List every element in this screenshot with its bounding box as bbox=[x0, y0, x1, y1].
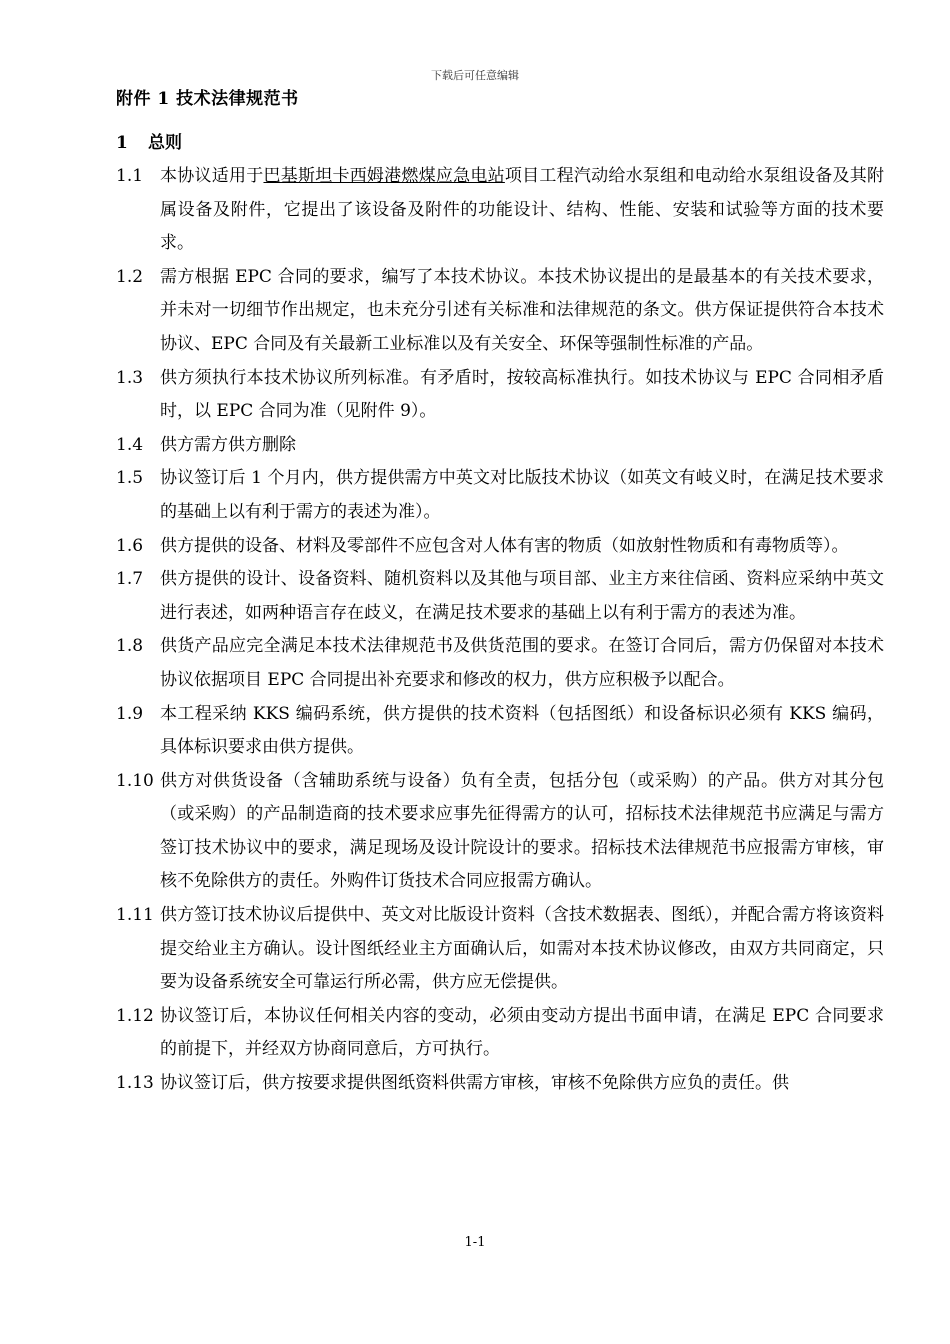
clause-text: 供方提供的设备、材料及零部件不应包含对人体有害的物质（如放射性物质和有毒物质等）。 bbox=[160, 535, 849, 556]
clause-1-5 bbox=[116, 462, 884, 529]
clause-1-13 bbox=[116, 1067, 884, 1101]
clause-1-12 bbox=[116, 1000, 884, 1067]
clause-number: 1.2 bbox=[116, 266, 144, 287]
clause-text: 供方对供货设备（含辅助系统与设备）负有全责，包括分包（或采购）的产品。供方对其分包（或采购）的产品制造商的技术要求应事先征得需方的认可，招标技术法律规范书应满足与需方签订技术协议中的要求，满足现场及设计院设计的要求。招标技术法律规范书应报需方审核，审核不免除供方的责任。外购件订货技术合同应报需方确认。 bbox=[160, 770, 884, 892]
clause-number: 1.6 bbox=[116, 535, 144, 556]
clause-text: 供方签订技术协议后提供中、英文对比版设计资料（含技术数据表、图纸），并配合需方将该资料提交给业主方确认。设计图纸经业主方面确认后，如需对本技术协议修改，由双方共同商定，只要为设备系统安全可靠运行所必需，供方应无偿提供。 bbox=[160, 905, 884, 993]
header-note: 下载后可任意编辑 bbox=[431, 69, 519, 82]
clause-1-8 bbox=[116, 630, 884, 697]
clause-1-4 bbox=[116, 429, 884, 463]
clause-text: 协议签订后，本协议任何相关内容的变动，必须由变动方提出书面申请，在满足 EPC 合同要求的前提下，并经双方协商同意后，方可执行。 bbox=[160, 1005, 884, 1060]
clause-text: 供方需方供方删除 bbox=[160, 434, 296, 455]
clause-number: 1.8 bbox=[116, 636, 144, 657]
clause-text: 协议签订后 1 个月内，供方提供需方中英文对比版技术协议（如英文有岐义时，在满足技术要求的基础上以有利于需方的表述为准）。 bbox=[160, 468, 884, 522]
clause-number: 1.10 bbox=[116, 770, 154, 791]
clause-number: 1.13 bbox=[116, 1073, 154, 1094]
clause-1-9 bbox=[116, 698, 884, 765]
clause-text-post: 项目工程汽动给水泵组和电动给水泵组设备及其附属设备及附件，它提出了该设备及附件的功能设计、结构、性能、安装和试验等方面的技术要求。 bbox=[160, 166, 885, 254]
section-title-text: 总则 bbox=[148, 133, 182, 153]
clause-number: 1.5 bbox=[116, 468, 144, 489]
page-number: 1-1 bbox=[464, 1235, 486, 1250]
clause-text: 本工程采纳 KKS 编码系统，供方提供的技术资料（包括图纸）和设备标识必须有 KKS 编码，具体标识要求由供方提供。 bbox=[160, 703, 884, 758]
clause-1-2 bbox=[116, 261, 884, 362]
clause-list bbox=[116, 160, 884, 1101]
clause-text: 供方须执行本技术协议所列标准。有矛盾时，按较高标准执行。如技术协议与 EPC 合同相矛盾时，以 EPC 合同为准（见附件 9）。 bbox=[160, 367, 884, 422]
clause-text-pre: 本协议适用于 bbox=[160, 166, 264, 186]
section-number: 1 bbox=[116, 133, 128, 153]
clause-text: 需方根据 EPC 合同的要求，编写了本技术协议。本技术协议提出的是最基本的有关技术要求，并未对一切细节作出规定，也未充分引述有关标准和法律规范的条文。供方保证提供符合本技术协议、EPC 合同及有关最新工业标准以及有关安全、环保等强制性标准的产品。 bbox=[160, 266, 884, 354]
clause-1-10 bbox=[116, 765, 884, 899]
project-name: 巴基斯坦卡西姆港燃煤应急电站 bbox=[263, 166, 505, 186]
clause-1-3 bbox=[116, 362, 884, 429]
clause-text: 供货产品应完全满足本技术法律规范书及供货范围的要求。在签订合同后，需方仍保留对本技术协议依据项目 EPC 合同提出补充要求和修改的权力，供方应积极予以配合。 bbox=[160, 636, 884, 690]
clause-text: 协议签订后，供方按要求提供图纸资料供需方审核，审核不免除供方应负的责任。供 bbox=[160, 1073, 789, 1094]
clause-text: 供方提供的设计、设备资料、随机资料以及其他与项目部、业主方来往信函、资料应采纳中英文进行表述，如两种语言存在歧义，在满足技术要求的基础上以有利于需方的表述为准。 bbox=[160, 569, 884, 623]
clause-1-1 bbox=[116, 160, 884, 261]
clause-number: 1.4 bbox=[116, 434, 144, 455]
clause-number: 1.7 bbox=[116, 569, 144, 590]
clause-number: 1.11 bbox=[116, 905, 154, 926]
clause-number: 1.1 bbox=[116, 166, 144, 186]
section-heading bbox=[116, 128, 182, 153]
clause-1-11 bbox=[116, 899, 884, 1000]
clause-number: 1.9 bbox=[116, 703, 144, 724]
attachment-title: 附件 1 技术法律规范书 bbox=[116, 89, 299, 109]
clause-number: 1.12 bbox=[116, 1005, 154, 1026]
clause-number: 1.3 bbox=[116, 367, 144, 388]
clause-1-7 bbox=[116, 563, 884, 630]
clause-1-6 bbox=[116, 530, 884, 564]
clause-text bbox=[160, 160, 884, 261]
